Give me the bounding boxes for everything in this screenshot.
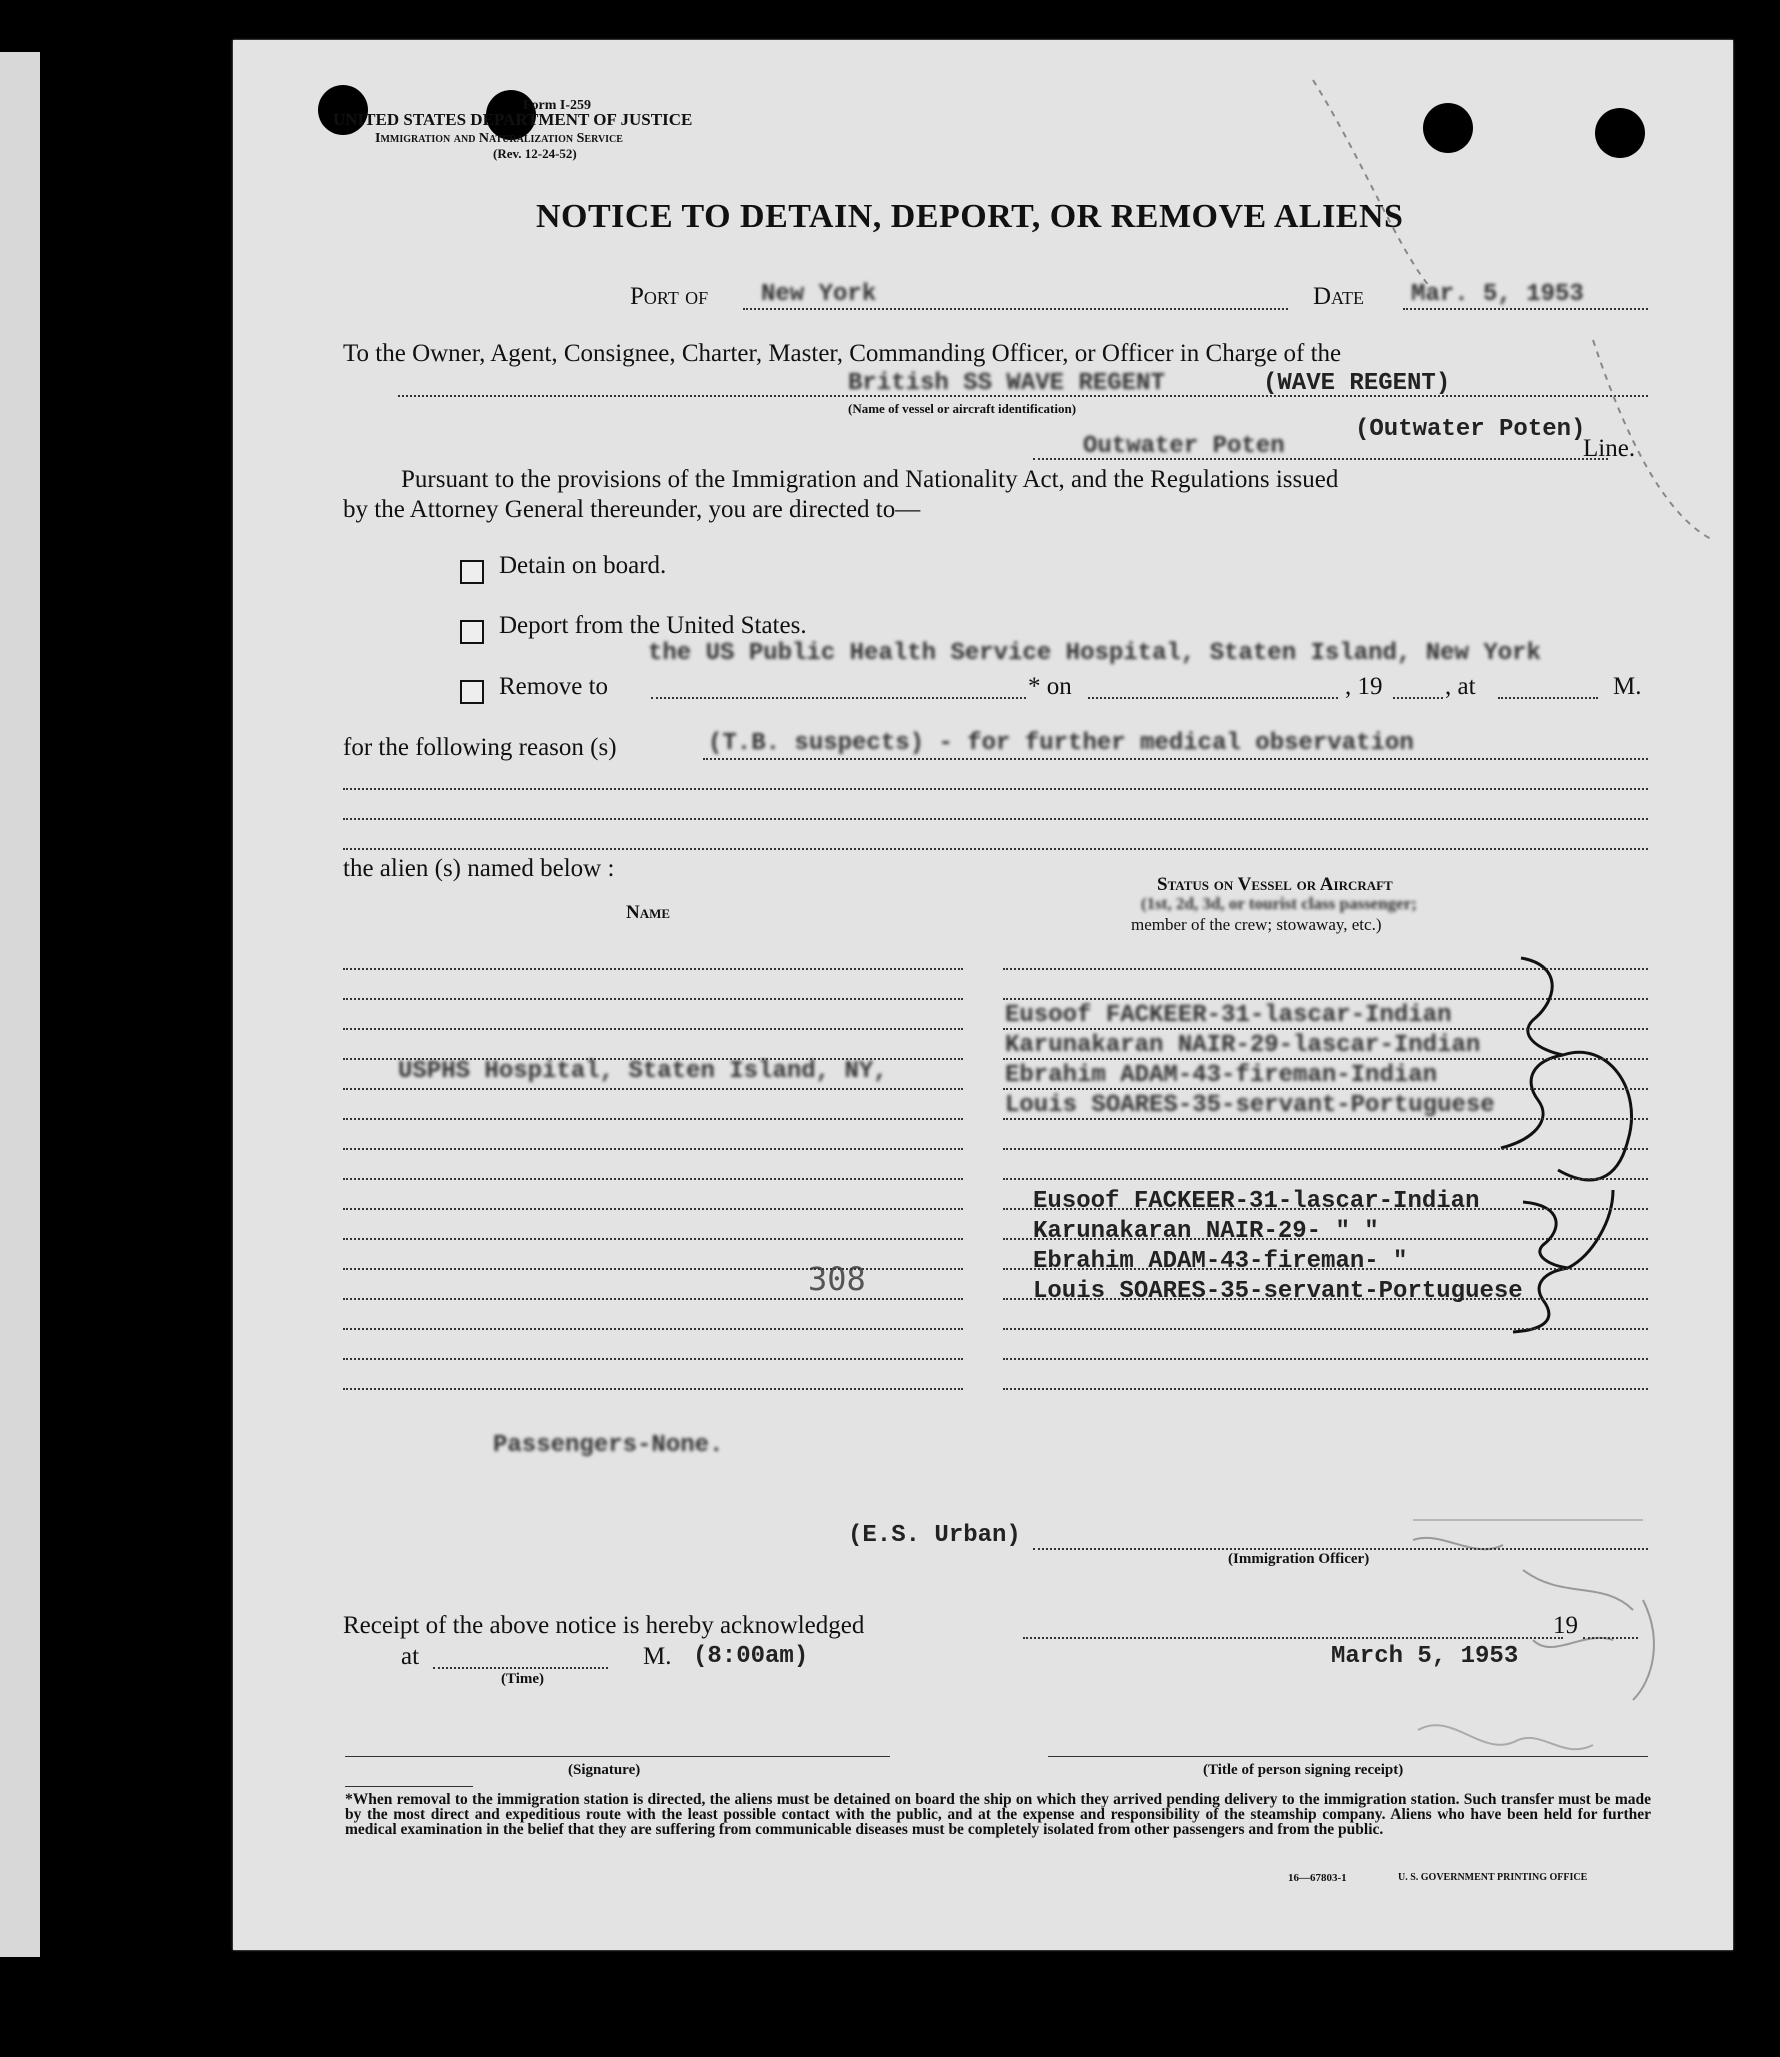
footnote: *When removal to the immigration station is directed, the aliens must be detained on board the ship on which they arrived pending delivery to the immigration station. Such transfer must be made by the most direct and expeditious route with the least possible contact with the public, and at the expense and responsibility of the steamship company. Aliens who have been held for further medical examination in the belief that they are suffering from communicable diseases must be completely isolated from other passengers and from the public. <box>345 1791 1651 1838</box>
remove-m: M. <box>1613 673 1642 700</box>
agency-line: UNITED STATES DEPARTMENT OF JUSTICE <box>333 110 693 129</box>
name-row-line <box>343 1358 963 1360</box>
receipt-m: M. <box>643 1643 672 1670</box>
crew-entry: Ebrahim ADAM-43-fireman- " <box>1033 1248 1408 1275</box>
status-header-2: (1st, 2d, 3d, or tourist class passenger; <box>1141 894 1417 913</box>
status-row-line <box>1003 998 1648 1000</box>
form-page <box>233 40 1733 1950</box>
title-line <box>1048 1756 1648 1757</box>
crew-entry: Karunakaran NAIR-29- " " <box>1033 1218 1379 1245</box>
crew-faint-entry: Louis SOARES-35-servant-Portuguese <box>1005 1092 1495 1119</box>
status-header-3: member of the crew; stowaway, etc.) <box>1131 915 1382 934</box>
receipt-at: at <box>401 1643 420 1670</box>
remove-at: , at <box>1445 673 1476 700</box>
service-line: Immigration and Naturalization Service <box>375 131 623 146</box>
status-row-line <box>1003 1358 1648 1360</box>
name-row-line <box>343 1328 963 1330</box>
receipt-date-line <box>1023 1637 1563 1639</box>
remove-label: Remove to <box>499 673 609 700</box>
receipt-date: March 5, 1953 <box>1331 1643 1519 1670</box>
date-value: Mar. 5, 1953 <box>1411 281 1584 308</box>
name-row-line <box>343 1118 963 1120</box>
vessel-caption: (Name of vessel or aircraft identification) <box>848 401 1077 416</box>
receipt-time-line <box>433 1667 608 1669</box>
detain-label: Detain on board. <box>499 552 667 579</box>
crew-faint-entry: Karunakaran NAIR-29-lascar-Indian <box>1005 1032 1481 1059</box>
status-row-line <box>1003 1118 1648 1120</box>
name-row-line <box>343 1058 963 1060</box>
status-header: Status on Vessel or Aircraft <box>1157 874 1393 895</box>
status-row-line <box>1003 1238 1648 1240</box>
name-row-line <box>343 1178 963 1180</box>
crew-faint-entry: Eusoof FACKEER-31-lascar-Indian <box>1005 1002 1452 1029</box>
hospital-note: USPHS Hospital, Staten Island, NY, <box>398 1058 888 1085</box>
status-row-line <box>1003 1208 1648 1210</box>
crew-faint-entry: Ebrahim ADAM-43-fireman-Indian <box>1005 1062 1438 1089</box>
name-row-line <box>343 1298 963 1300</box>
receipt-year-line <box>1583 1637 1638 1639</box>
name-header: Name <box>626 902 671 923</box>
status-row-line <box>1003 968 1648 970</box>
deport-label: Deport from the United States. <box>499 612 807 639</box>
reason-value: (T.B. suspects) - for further medical observation <box>708 730 1414 757</box>
name-row-line <box>343 1268 963 1270</box>
vessel-retyped: (WAVE REGENT) <box>1263 370 1451 397</box>
aliens-label: the alien (s) named below : <box>343 855 615 882</box>
pursuant-line-2: by the Attorney General thereunder, you are directed to— <box>343 496 921 523</box>
title-caption: (Title of person signing receipt) <box>1203 1762 1404 1778</box>
officer-name: (E.S. Urban) <box>848 1522 1021 1549</box>
status-row-line <box>1003 1298 1648 1300</box>
receipt-text: Receipt of the above notice is hereby acknowledged <box>343 1612 865 1639</box>
name-row-line <box>343 1148 963 1150</box>
status-row-line <box>1003 1388 1648 1390</box>
crew-entry: Eusoof FACKEER-31-lascar-Indian <box>1033 1188 1480 1215</box>
page-title: NOTICE TO DETAIN, DEPORT, OR REMOVE ALIENS <box>536 198 1404 235</box>
line-value: Outwater Poten <box>1083 433 1285 460</box>
status-row-line <box>1003 1148 1648 1150</box>
status-row-line <box>1003 1178 1648 1180</box>
signature-caption: (Signature) <box>568 1762 641 1778</box>
adjacent-page-edge <box>0 52 40 1957</box>
name-row-line <box>343 1088 963 1090</box>
signature-line <box>345 1756 890 1757</box>
reason-label: for the following reason (s) <box>343 734 617 761</box>
receipt-year: 19 <box>1553 1612 1578 1639</box>
status-row-line <box>1003 1028 1648 1030</box>
name-row-line <box>343 1028 963 1030</box>
status-row-line <box>1003 1328 1648 1330</box>
number-stamp: 308 <box>808 1260 866 1298</box>
name-row-line <box>343 1388 963 1390</box>
time-caption: (Time) <box>501 1671 545 1687</box>
pursuant-line-1: Pursuant to the provisions of the Immigration and Nationality Act, and the Regulations issued <box>401 466 1339 493</box>
officer-line <box>1033 1548 1648 1550</box>
name-row-line <box>343 1238 963 1240</box>
line-retyped: (Outwater Poten) <box>1355 416 1586 443</box>
form-number: Form I-259 <box>523 98 592 113</box>
status-row-line <box>1003 1088 1648 1090</box>
printer-code: 16—67803-1 <box>1288 1872 1347 1884</box>
crew-entry: Louis SOARES-35-servant-Portuguese <box>1033 1278 1523 1305</box>
status-row-line <box>1003 1268 1648 1270</box>
port-label: Port of <box>630 283 709 310</box>
vessel-value: British SS WAVE REGENT <box>848 370 1165 397</box>
remove-year: , 19 <box>1345 673 1383 700</box>
revision-line: (Rev. 12-24-52) <box>493 146 577 161</box>
line-suffix: Line. <box>1583 435 1636 462</box>
footnote-rule <box>345 1786 473 1787</box>
receipt-time: (8:00am) <box>693 1643 809 1670</box>
addressee-text: To the Owner, Agent, Consignee, Charter, Master, Commanding Officer, or Officer in Charge of the <box>343 340 1342 367</box>
name-row-line <box>343 998 963 1000</box>
status-row-line <box>1003 1058 1648 1060</box>
name-row-line <box>343 968 963 970</box>
passengers-note: Passengers-None. <box>493 1432 724 1459</box>
name-row-line <box>343 1208 963 1210</box>
date-label: Date <box>1313 283 1365 310</box>
remove-destination: the US Public Health Service Hospital, Staten Island, New York <box>648 640 1541 667</box>
officer-caption: (Immigration Officer) <box>1228 1551 1370 1567</box>
printer-office: U. S. GOVERNMENT PRINTING OFFICE <box>1398 1872 1588 1883</box>
port-value: New York <box>761 281 877 308</box>
remove-on: * on <box>1028 673 1072 700</box>
